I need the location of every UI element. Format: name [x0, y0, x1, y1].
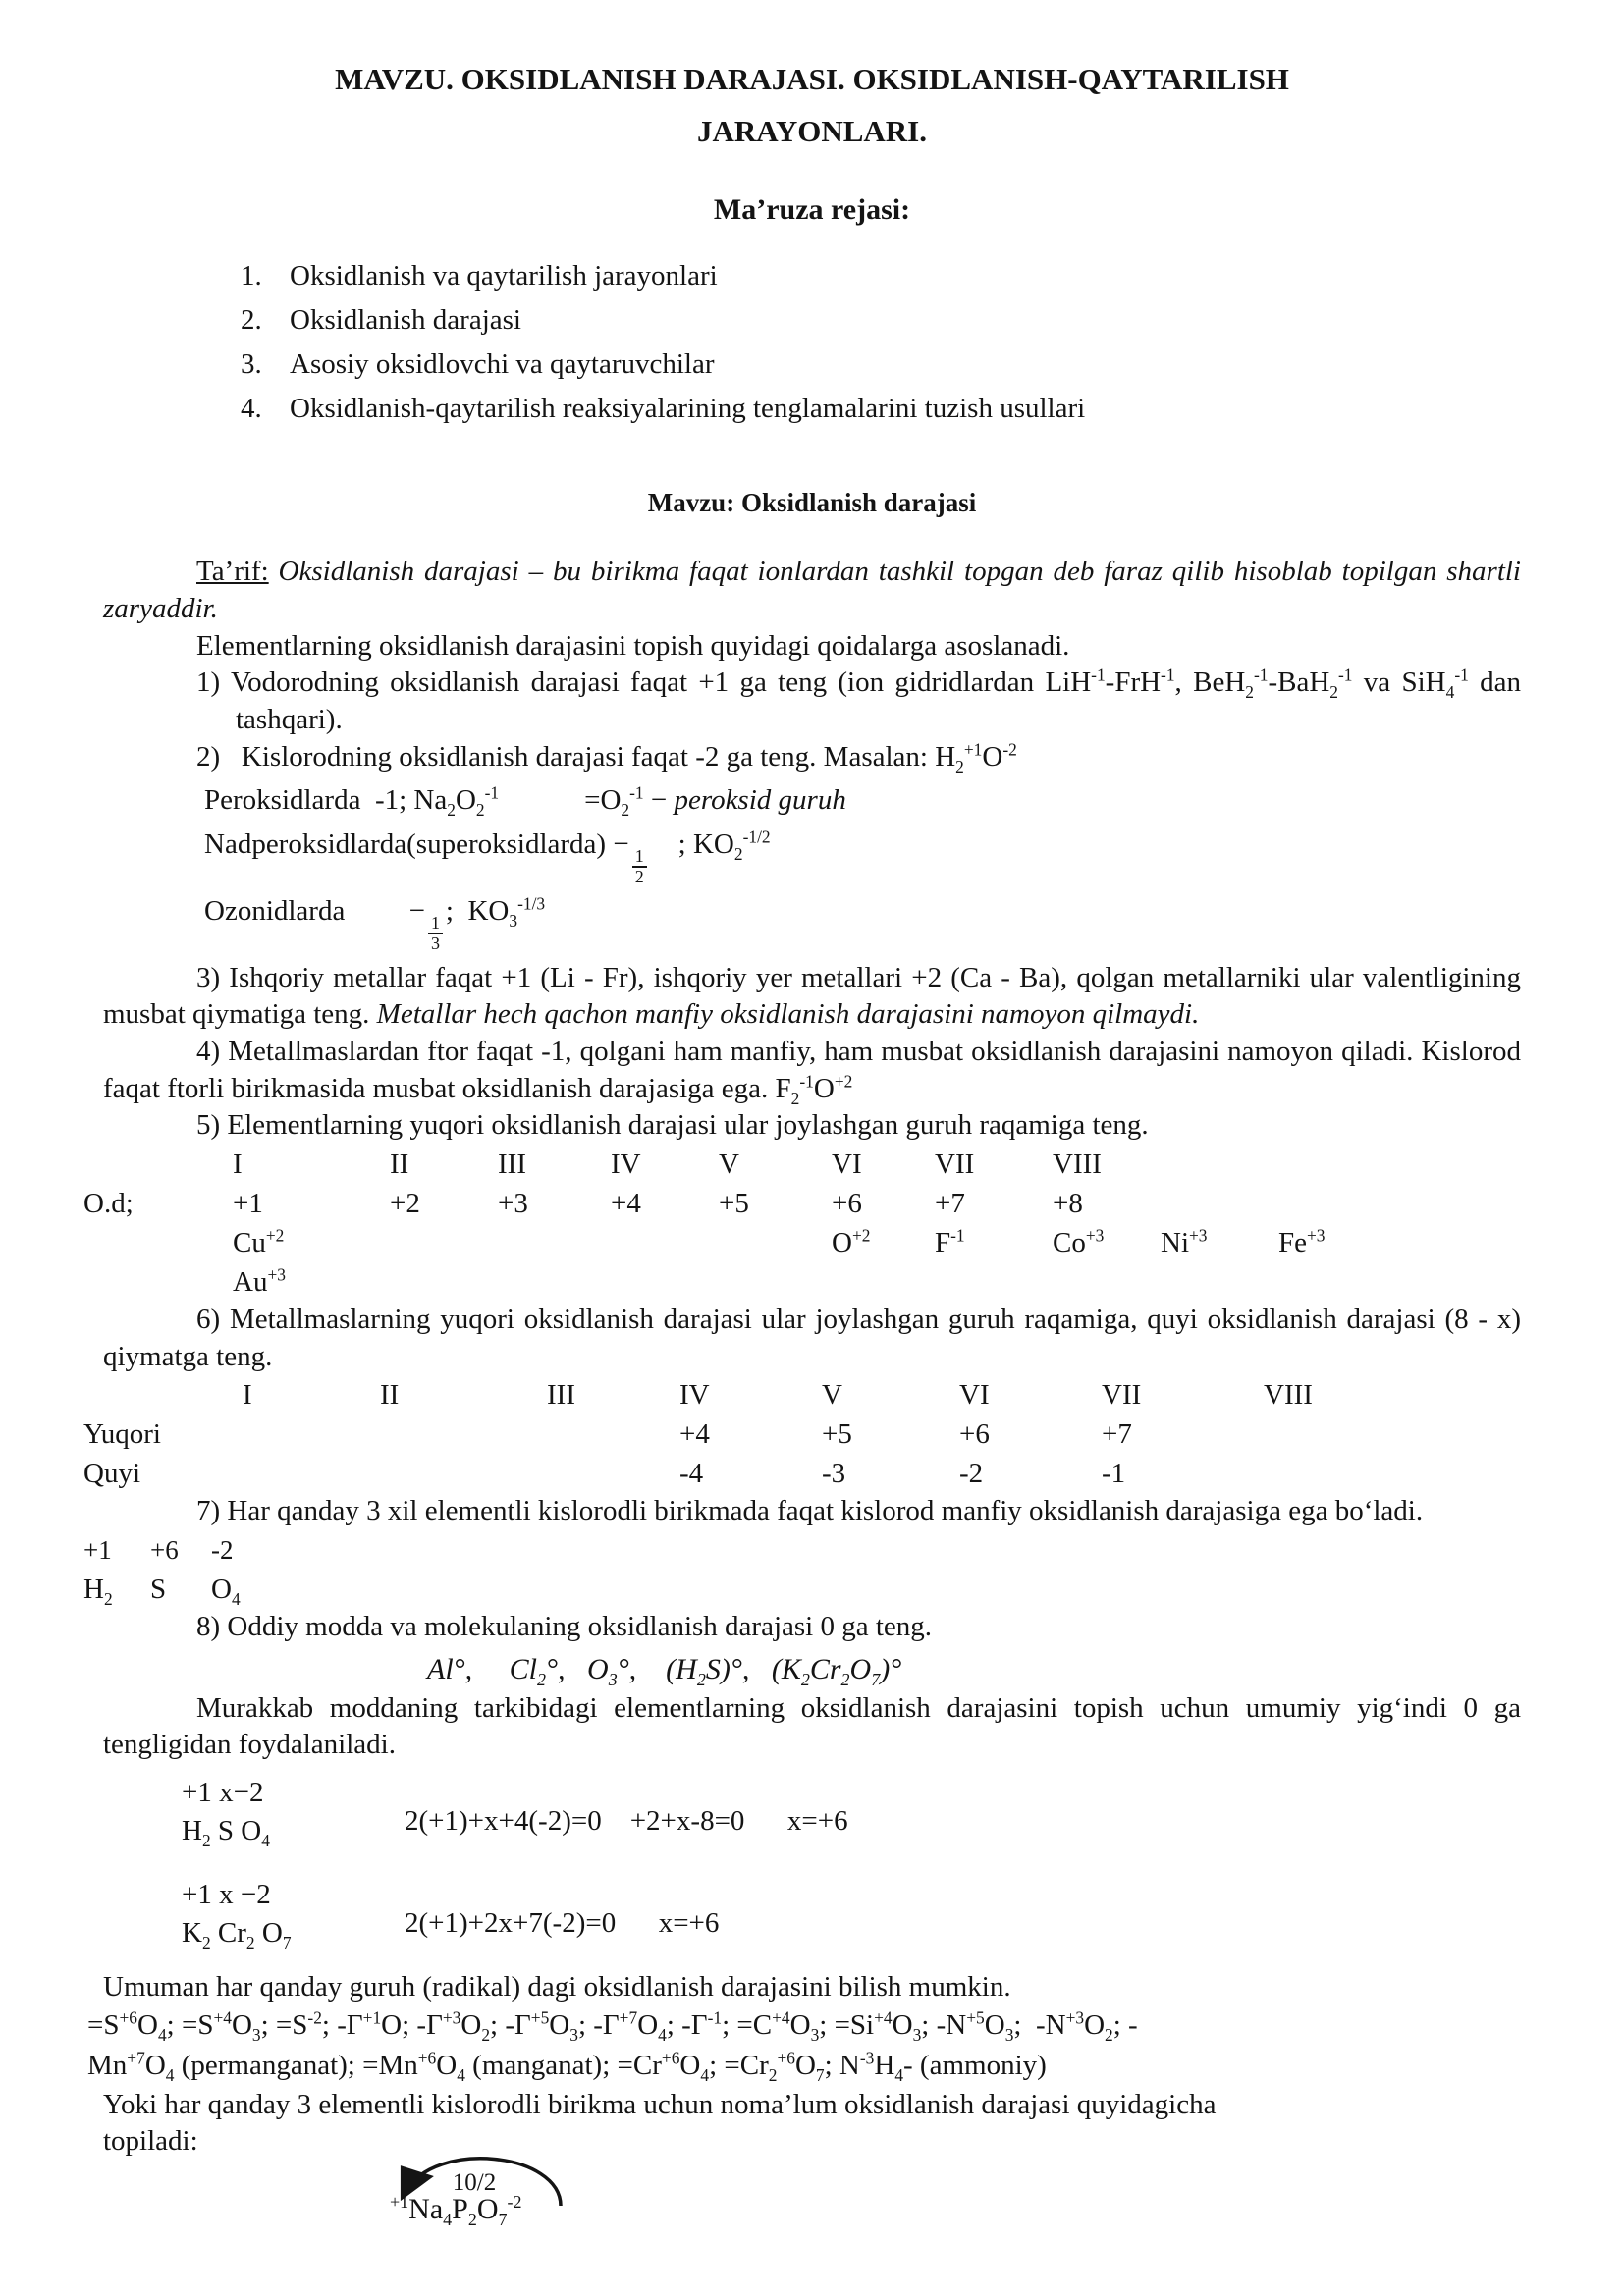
k2cr2o7-ox-states: +1 x −2	[182, 1879, 271, 1911]
table2-group: VII	[1102, 1379, 1142, 1412]
h2so4-oxidation-example	[83, 1530, 1521, 1609]
k2cr2o7-equation-example	[182, 1876, 1521, 1952]
plan-item-2	[241, 298, 1521, 343]
rule-6: 6) Metallmaslarning yuqori oksidlanish darajasi ular joylashgan guruh raqamiga, quyi oksidlanish darajasi (8 - x) qiymatga teng.	[103, 1303, 1521, 1372]
plan-item-3	[241, 343, 1521, 387]
formula-part: $O_4$	[211, 1574, 241, 1609]
table1-group: V	[719, 1148, 739, 1180]
table2-yuqori-label: Yuqori	[83, 1418, 161, 1451]
rule-8: 8) Oddiy modda va molekulaning oksidlanish darajasi 0 ga teng.	[196, 1611, 933, 1642]
table2-yuqori-value: +5	[822, 1418, 852, 1451]
h2so4-ox-row	[83, 1530, 1521, 1570]
ox-state: -2	[211, 1535, 234, 1565]
table2-quyi-value: -2	[959, 1458, 984, 1490]
table1-exception: $F^{-1}$	[935, 1225, 965, 1258]
definition-text: Oksidlanish darajasi – bu birikma faqat ionlardan tashkil topgan deb faraz qilib hisoblab topilgan shartli zaryaddir.	[103, 556, 1521, 624]
table1-od-value: +2	[390, 1187, 420, 1219]
plan-item-1	[241, 254, 1521, 298]
table2-quyi-label: Quyi	[83, 1458, 140, 1490]
ox-state: +6	[150, 1535, 179, 1565]
table1-od-value: +5	[719, 1187, 749, 1219]
table2-group: II	[380, 1379, 400, 1412]
ozonide-line: Ozonidlarda − $\frac{1}{3}$ ; $KO_3^{-1/3}$	[204, 893, 546, 953]
table2-group: III	[547, 1379, 575, 1412]
table2-quyi-value: -4	[679, 1458, 704, 1490]
plan-item-text: Oksidlanish va qaytarilish jarayonlari	[290, 260, 718, 293]
table1-od-label: O.d;	[83, 1187, 134, 1219]
table1-group: VIII	[1053, 1148, 1102, 1180]
peroxide-line	[204, 782, 1521, 820]
table2-group: IV	[679, 1379, 710, 1412]
zero-oxidation-formulas: Al°, $Cl_2^\circ$, $O_3^\circ$, $(H_2S)^\circ$, $(K_2Cr_2O_7)^\circ$	[427, 1652, 902, 1689]
peroxide-formula: Peroksidlarda -1; $Na_2O_2^{-1}$ $=O_2^{-1}$ −	[204, 782, 675, 821]
table2-group: I	[243, 1379, 252, 1412]
table1-od-value: +1	[233, 1187, 263, 1219]
plan-item-number: 3.	[241, 348, 262, 381]
rule-3	[103, 960, 1521, 1034]
table1-exception: $Fe^{+3}$	[1278, 1225, 1326, 1258]
h2so4-ox-states: +1 x−2	[182, 1777, 264, 1809]
yoki-paragraph-line1: Yoki har qanday 3 elementli kislorodli birikma uchun noma’lum oksidlanish darajasi quyidagicha	[103, 2088, 1217, 2120]
table1-group: II	[390, 1148, 409, 1180]
table1-od-value: +3	[498, 1187, 528, 1219]
rule-4	[103, 1034, 1521, 1107]
table1-groups-row	[83, 1145, 1521, 1184]
formula-part: S	[150, 1574, 167, 1605]
table2-quyi-value: -3	[822, 1458, 846, 1490]
k2cr2o7-equations: 2(+1)+2x+7(-2)=0 x=+6	[405, 1907, 720, 1940]
table2-quyi-row	[83, 1454, 1521, 1493]
rule-5: 5) Elementlarning yuqori oksidlanish darajasi ular joylashgan guruh raqamiga teng.	[196, 1109, 1149, 1142]
plan-item-number: 4.	[241, 393, 262, 425]
lecture-plan-heading: Ma’ruza rejasi:	[713, 193, 911, 227]
k2cr2o7-stack	[182, 1876, 334, 1952]
table1-od-value: +4	[611, 1187, 641, 1219]
plan-item-text: Asosiy oksidlovchi va qaytaruvchilar	[290, 348, 715, 381]
rule-4-formula: $F_2^{-1}O^{+2}$	[775, 1070, 853, 1108]
radicals-line-2: $Mn^{+7}O_4$ (permanganat); $=Mn^{+6}O_4$ (manganat); $=Cr^{+6}O_4$; $=Cr_2^{+6}O_7$; $N^{-3}H_4-$ (ammoniy)	[87, 2048, 1047, 2086]
table1-exception: $O^{+2}$	[832, 1225, 871, 1258]
group-table-2	[83, 1375, 1521, 1493]
table2-quyi-value: -1	[1102, 1458, 1126, 1490]
h2so4-formula-row	[83, 1570, 1521, 1609]
yoki-paragraph-line2: topiladi:	[103, 2125, 198, 2158]
rule-7: 7) Har qanday 3 xil elementli kislorodli birikmada faqat kislorod manfiy oksidlanish darajasiga ega bo‘ladi.	[196, 1495, 1424, 1527]
na4p2o7-diagram	[390, 2147, 665, 2228]
table2-group: V	[822, 1379, 842, 1412]
table2-yuqori-value: +7	[1102, 1418, 1132, 1451]
plan-item-number: 1.	[241, 260, 262, 293]
plan-item-text: Oksidlanish-qaytarilish reaksiyalarining tenglamalarini tuzish usullari	[290, 393, 1086, 425]
table1-od-value: +8	[1053, 1187, 1083, 1219]
table2-groups-row	[83, 1375, 1521, 1415]
rule-3-italic: Metallar hech qachon manfiy oksidlanish darajasini namoyon qilmaydi.	[376, 998, 1200, 1031]
rule-3-text: 3) Ishqoriy metallar faqat +1 (Li - Fr), ishqoriy yer metallari +2 (Ca - Ba), qolgan metallarniki ular valentligining musbat qiymatiga teng.	[103, 961, 1521, 1031]
rule-1: 1) Vodorodning oksidlanish darajasi faqat +1 ga teng (ion gidridlardan LiH$^{-1}$-FrH$^{-1}$, BeH$_2^{-1}$-BaH$_2^{-1}$ va SiH$_4^{-1}$ dan tashqari).	[196, 665, 1521, 735]
murakkab-paragraph: Murakkab moddaning tarkibidagi elementlarning oksidlanish darajasini topish uchun umumiy yig‘indi 0 ga tengligidan foydalaniladi.	[103, 1691, 1521, 1761]
umuman-paragraph: Umuman har qanday guruh (radikal) dagi oksidlanish darajasini bilish mumkin.	[103, 1970, 1011, 2002]
table2-group: VI	[959, 1379, 990, 1412]
h2so4-stack	[182, 1774, 334, 1850]
intro-paragraph: Elementlarning oksidlanish darajasini topish quyidagi qoidalarga asoslanadi.	[196, 629, 1070, 662]
table1-exception: $Ni^{+3}$	[1161, 1225, 1208, 1258]
table2-yuqori-row	[83, 1415, 1521, 1454]
table1-row4	[83, 1262, 1521, 1302]
plan-item-number: 2.	[241, 304, 262, 337]
definition-label: Ta’rif:	[196, 556, 269, 588]
radicals-line-1: $=S^{+6}O_4$; $=S^{+4}O_3$; $=S^{-2}$; $-Г^{+1}O$; $-Г^{+3}O_2$; $-Г^{+5}O_3$; $-Г^{+7}O_4$; $-Г^{-1}$; $=C^{+4}O_3$; $=Si^{+4}O_3$; $-N^{+5}O_3$; $-N^{+3}O_2$; -	[87, 2007, 1138, 2046]
formula-part: $H_2$	[83, 1574, 113, 1609]
table1-exception: $Co^{+3}$	[1053, 1225, 1105, 1258]
rule-4-text: 4) Metallmaslardan ftor faqat -1, qolgani ham manfiy, ham musbat oksidlanish darajasini namoyon qiladi. Kislorod faqat ftorli birikmasida musbat oksidlanish darajasiga ega.	[103, 1035, 1521, 1104]
plan-item-4	[241, 387, 1521, 431]
table1-group: VI	[832, 1148, 862, 1180]
page-title-line2: JARAYONLARI.	[697, 113, 927, 148]
plan-item-text: Oksidlanish darajasi	[290, 304, 521, 337]
table1-od-row	[83, 1184, 1521, 1223]
table2-group: VIII	[1264, 1379, 1313, 1412]
arrow-label: 10/2	[452, 2169, 497, 2197]
table1-group: IV	[611, 1148, 641, 1180]
h2so4-equations: 2(+1)+x+4(-2)=0 +2+x-8=0 x=+6	[405, 1805, 848, 1838]
table1-exception: $Au^{+3}$	[233, 1264, 286, 1298]
table2-yuqori-value: +6	[959, 1418, 990, 1451]
k2cr2o7-formula: $K_2$ $Cr_2$ $O_7$	[182, 1917, 292, 1953]
table1-group: III	[498, 1148, 526, 1180]
superoxide-line: Nadperoksidlarda(superoksidlarda) − $\frac{1}{2}$ ; $KO_2^{-1/2}$	[204, 827, 771, 886]
h2so4-equation-example	[182, 1774, 1521, 1850]
h2so4-formula: $H_2$ S $O_4$	[182, 1815, 270, 1850]
group-table-1	[83, 1145, 1521, 1302]
peroxide-label: peroksid guruh	[674, 784, 846, 817]
table1-group: VII	[935, 1148, 975, 1180]
lecture-plan-list	[241, 254, 1521, 431]
table1-od-value: +7	[935, 1187, 965, 1219]
rule-2: 2) Kislorodning oksidlanish darajasi faqat -2 ga teng. Masalan: $H_2^{+1}O^{-2}$	[196, 739, 1017, 776]
table1-exceptions-row	[83, 1223, 1521, 1262]
table1-group: I	[233, 1148, 243, 1180]
page-title-line1: MAVZU. OKSIDLANISH DARAJASI. OKSIDLANISH-QAYTARILISH	[335, 62, 1289, 96]
ox-state: +1	[83, 1535, 112, 1565]
table2-yuqori-value: +4	[679, 1418, 710, 1451]
page-title	[103, 54, 1521, 157]
na4p2o7-formula: $^{+1}Na_4P_2O_7^{-2}$	[390, 2192, 522, 2230]
definition-paragraph	[103, 554, 1521, 627]
section-heading: Mavzu: Oksidlanish darajasi	[647, 488, 977, 518]
table1-exception: $Cu^{+2}$	[233, 1225, 285, 1258]
table1-od-value: +6	[832, 1187, 862, 1219]
